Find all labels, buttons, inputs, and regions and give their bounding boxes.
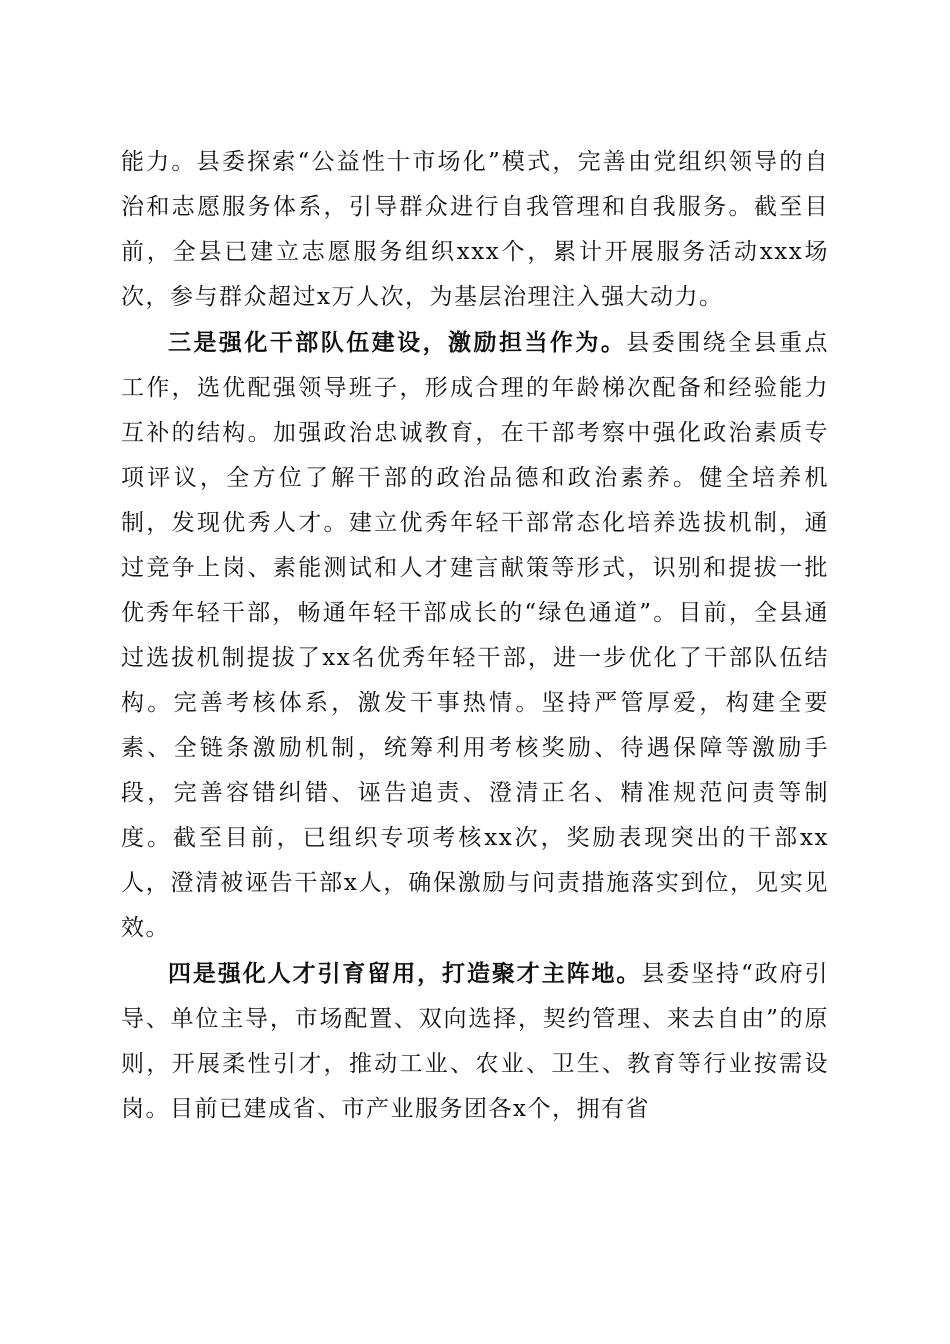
paragraph-2-lead: 三是强化干部队伍建设，激励担当作为。: [168, 329, 627, 356]
paragraph-cadre-team: [121, 320, 829, 951]
document-body: [121, 140, 829, 1132]
paragraph-1-text: 能力。县委探索“公益性十市场化”模式，完善由党组织领导的自治和志愿服务体系，引导群众进行自我管理和自我服务。截至目前，全县已建立志愿服务组织xxx个，累计开展服务活动xxx场次，参与群众超过x万人次，为基层治理注入强大动力。: [121, 149, 829, 310]
paragraph-3-lead: 四是强化人才引育留用，打造聚才主阵地。: [168, 960, 642, 987]
paragraph-continuation: [121, 140, 829, 320]
paragraph-talent: [121, 951, 829, 1132]
paragraph-3-text: 县委坚持“政府引导、单位主导，市场配置、双向选择，契约管理、来去自由”的原则，开展柔性引才，推动工业、农业、卫生、教育等行业按需设岗。目前已建成省、市产业服务团各x个，拥有省: [121, 961, 830, 1122]
paragraph-2-text: 县委围绕全县重点工作，选优配强领导班子，形成合理的年龄梯次配备和经验能力互补的结构。加强政治忠诚教育，在干部考察中强化政治素质专项评议，全方位了解干部的政治品德和政治素养。健全培养机制，发现优秀人才。建立优秀年轻干部常态化培养选拔机制，通过竞争上岗、素能测试和人才建言献策等形式，识别和提拔一批优秀年轻干部，畅通年轻干部成长的“绿色通道”。目前，全县通过选拔机制提拔了xx名优秀年轻干部，进一步优化了干部队伍结构。完善考核体系，激发干事热情。坚持严管厚爱，构建全要素、全链条激励机制，统筹利用考核奖励、待遇保障等激励手段，完善容错纠错、诬告追责、澄清正名、精准规范问责等制度。截至目前，已组织专项考核xx次，奖励表现突出的干部xx人，澄清被诬告干部x人，确保激励与问责措施落实到位，见实见效。: [121, 330, 830, 941]
